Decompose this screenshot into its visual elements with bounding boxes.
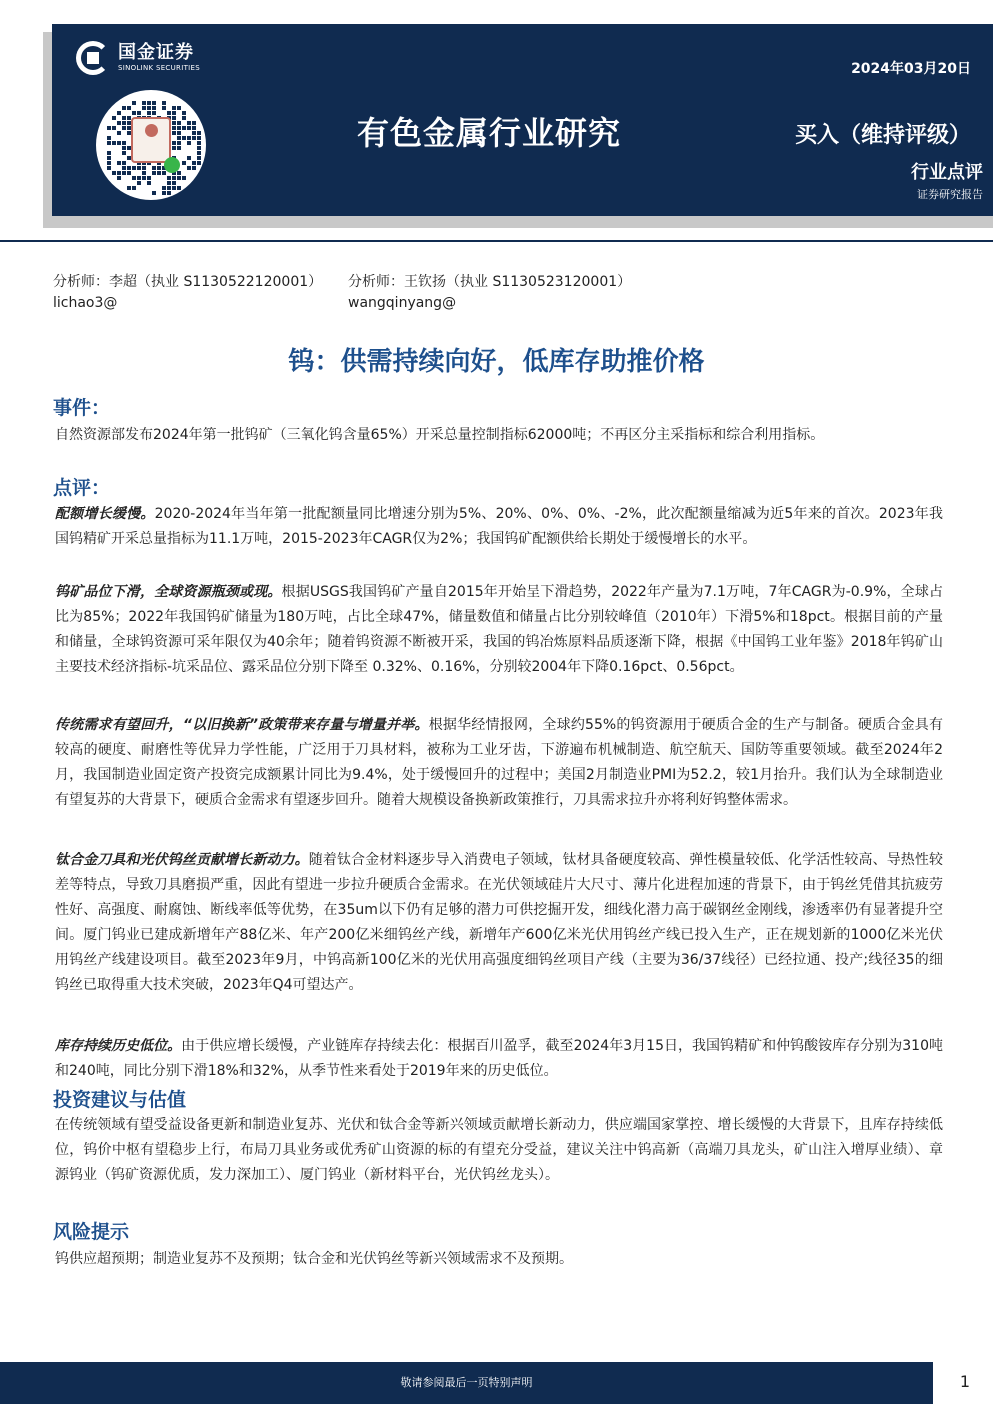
comment-paragraph-1-text: 2020-2024年当年第一批配额量同比增速分别为5%、20%、0%、0%、-2%，此次配额量缩减为近5年来的首次。2023年我国钨精矿开采总量指标为11.1万吨，2015-2023年CAGR仅为2%；我国钨矿配额供给长期处于缓慢增长的水平。 (55, 506, 943, 547)
report-category: 行业点评 (911, 162, 983, 183)
analyst-1-email[interactable]: lichao3@ (53, 295, 118, 311)
comment-paragraph-4-lead: 钛合金刀具和光伏钨丝贡献增长新动力。 (55, 852, 309, 868)
comment-paragraph-5 (55, 1034, 943, 1084)
report-title: 有色金属行业研究 (357, 114, 622, 152)
wechat-badge-icon (164, 157, 180, 173)
section-heading-advice: 投资建议与估值 (53, 1089, 187, 1111)
analyst-2-email[interactable]: wangqinyang@ (348, 295, 457, 311)
comment-paragraph-5-text: 由于供应增长缓慢，产业链库存持续去化：根据百川盈孚，截至2024年3月15日，我国钨精矿和仲钨酸铵库存分别为310吨和240吨，同比分别下滑18%和32%，从季节性来看处于2019年来的历史低位。 (55, 1038, 943, 1079)
section-heading-risk: 风险提示 (53, 1221, 130, 1243)
event-text: 自然资源部发布2024年第一批钨矿（三氧化钨含量65%）开采总量控制指标62000吨；不再区分主采指标和综合利用指标。 (55, 427, 825, 443)
article-title: 钨：供需持续向好，低库存助推价格 (288, 347, 705, 377)
comment-paragraph-4-text: 随着钛合金材料逐步导入消费电子领域，钛材具备硬度较高、弹性模量较低、化学活性较高、导热性较差等特点，导致刀具磨损严重，因此有望进一步拉升硬质合金需求。在光伏领域硅片大尺寸、薄片化进程加速的背景下，由于钨丝凭借其抗疲劳性好、高强度、耐腐蚀、断线率低等优势，在35um以下仍有足够的潜力可供挖掘开发，细线化潜力高于碳钢丝金刚线，渗透率仍有显著提升空间。厦门钨业已建成新增年产88亿米、年产200亿米细钨丝产线，新增年产600亿米光伏用钨丝产线已投入生产，正在规划新的1000亿米光伏用钨丝产线建设项目。截至2023年9月，中钨高新100亿米的光伏用高强度细钨丝项目产线（主要为36/37线径）已经拉通、投产;线径35的细钨丝已取得重大技术突破，2023年Q4可望达产。 (55, 852, 944, 993)
comment-paragraph-2-lead: 钨矿品位下滑，全球资源瓶颈或现。 (55, 584, 282, 600)
footer-bar (0, 1362, 933, 1404)
advice-text: 在传统领域有望受益设备更新和制造业复苏、光伏和钛合金等新兴领域贡献增长新动力，供应端国家掌控、增长缓慢的大背景下，且库存持续低位，钨价中枢有望稳步上行，布局刀具业务或优秀矿山资源的标的有望充分受益，建议关注中钨高新（高端刀具龙头，矿山注入增厚业绩）、章源钨业（钨矿资源优质，发力深加工）、厦门钨业（新材料平台，光伏钨丝龙头）。 (55, 1117, 943, 1183)
analyst-1-label: 分析师：李超（执业 S1130522120001） (53, 274, 323, 290)
analyst-1 (53, 272, 322, 314)
company-logo (76, 41, 200, 75)
comment-paragraph-2 (55, 580, 943, 680)
comment-paragraph-3-text: 根据华经情报网，全球约55%的钨资源用于硬质合金的生产与制备。硬质合金具有较高的硬度、耐磨性等优异力学性能，广泛用于刀具材料，被称为工业牙齿，下游遍布机械制造、航空航天、国防等重要领域。截至2024年2月，我国制造业固定资产投资完成额累计同比为9.4%，处于缓慢回升的过程中；美国2月制造业PMI为52.2，较1月抬升。我们认为全球制造业有望复苏的大背景下，硬质合金需求有望逐步回升。随着大规模设备换新政策推行，刀具需求拉升亦将利好钨整体需求。 (55, 717, 943, 808)
header-banner (52, 24, 993, 216)
report-date: 2024年03月20日 (851, 61, 971, 77)
comment-paragraph-2-text: 根据USGS我国钨矿产量自2015年开始呈下滑趋势，2022年产量为7.1万吨，7年CAGR为-0.9%，全球占比为85%；2022年我国钨矿储量为180万吨，占比全球47%，储量数值和储量占比分别较峰值（2010年）下滑5%和18pct。根据目前的产量和储量，全球钨资源可采年限仅为40余年；随着钨资源不断被开采，我国的钨冶炼原料品质逐渐下降，根据《中国钨工业年鉴》2018年钨矿山主要技术经济指标-坑采品位、露采品位分别下降至 0.32%、0.16%，分别较2004年下降0.16pct、0.56pct。 (55, 584, 944, 675)
header-divider (0, 240, 993, 242)
comment-paragraph-3-lead: 传统需求有望回升，“以旧换新”政策带来存量与增量并举。 (55, 717, 429, 733)
comment-paragraph-1 (55, 502, 943, 552)
logo-name-cn: 国金证券 (118, 42, 194, 63)
comment-paragraph-3 (55, 713, 943, 813)
section-heading-event: 事件： (53, 397, 111, 419)
footer-notice: 敬请参阅最后一页特别声明 (400, 1376, 533, 1389)
comment-paragraph-1-lead: 配额增长缓慢。 (55, 506, 155, 522)
logo-mark-icon (76, 41, 110, 75)
analyst-2 (348, 272, 631, 314)
logo-name-en: SINOLINK SECURITIES (118, 64, 200, 72)
qr-center-logo-icon (131, 117, 171, 163)
rating-badge: 买入（维持评级） (794, 123, 971, 148)
report-type: 证券研究报告 (917, 188, 983, 201)
page-number: 1 (959, 1372, 971, 1391)
risk-text: 钨供应超预期；制造业复苏不及预期；钛合金和光伏钨丝等新兴领域需求不及预期。 (55, 1251, 573, 1267)
section-heading-comment: 点评： (53, 477, 111, 499)
comment-paragraph-4 (55, 848, 943, 998)
qr-code-icon (96, 90, 206, 200)
comment-paragraph-5-lead: 库存持续历史低位。 (55, 1038, 182, 1054)
analyst-2-label: 分析师：王钦扬（执业 S1130523120001） (348, 274, 632, 290)
